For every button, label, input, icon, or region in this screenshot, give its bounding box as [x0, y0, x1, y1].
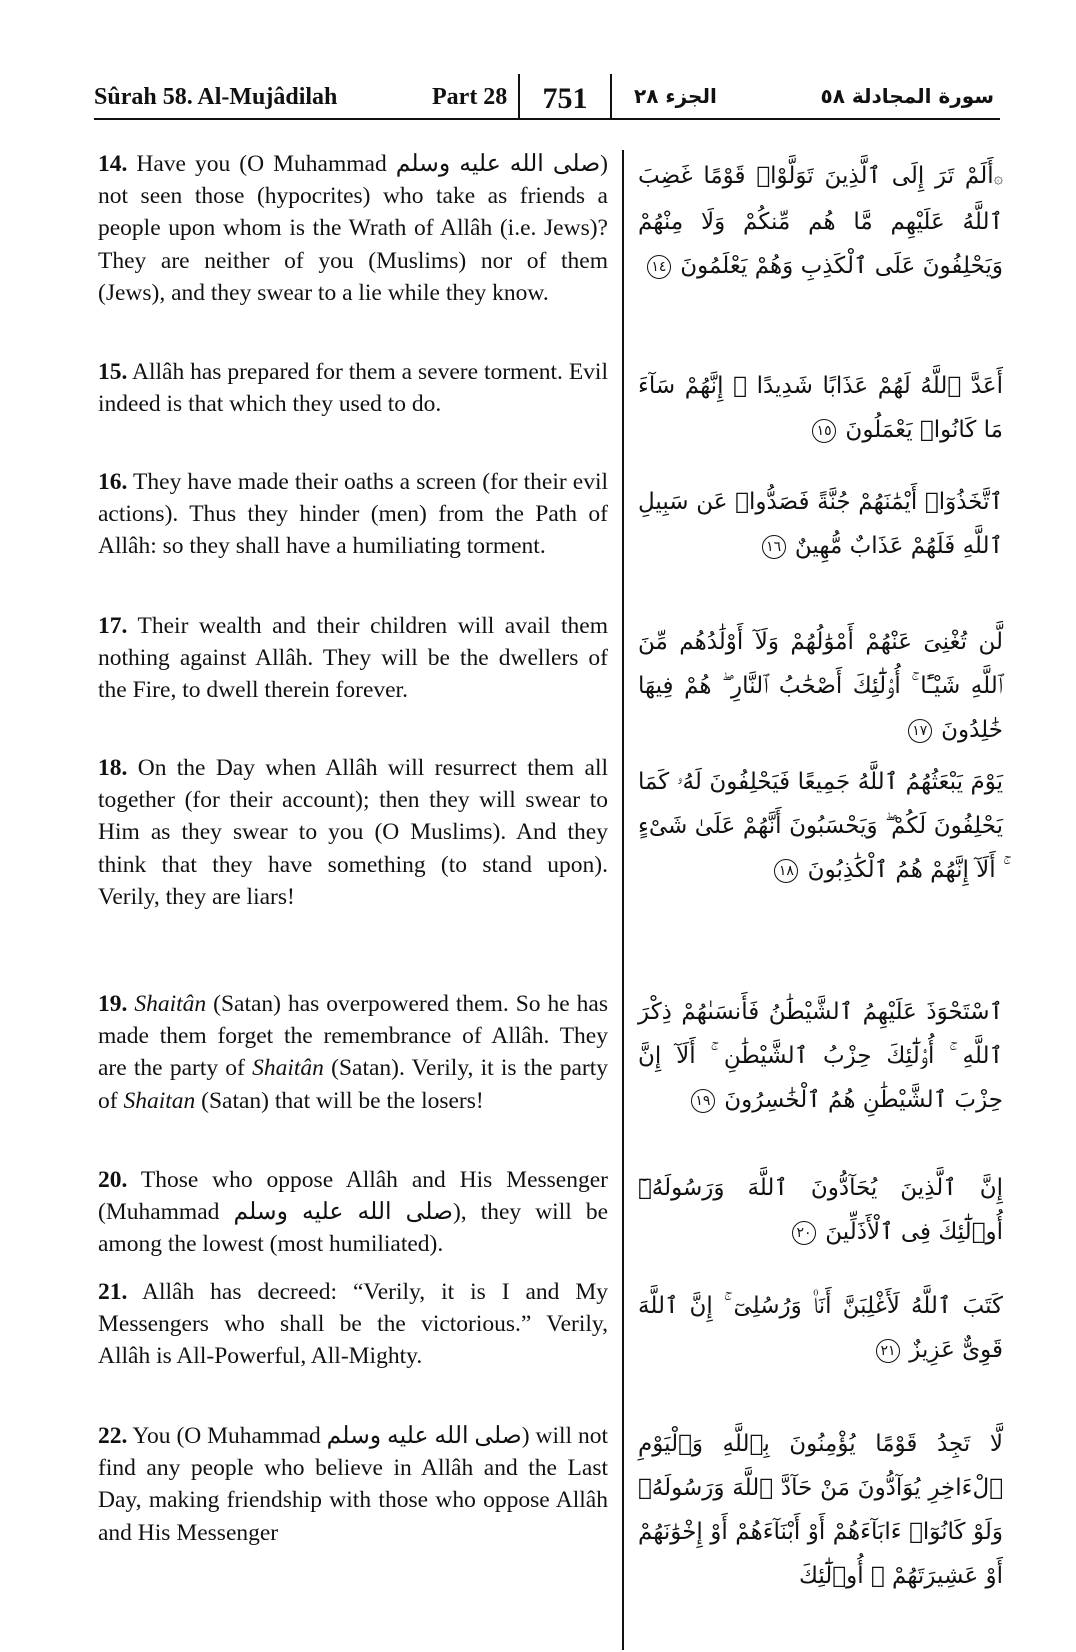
ayah-end-marker: ١٩	[691, 1089, 715, 1113]
verse-number: 21.	[98, 1279, 128, 1305]
ayah-end-marker: ١٥	[812, 419, 836, 443]
verse-22-ar: لَّا تَجِدُ قَوْمًا يُؤْمِنُونَ بِٱللَّهِ وَٱلْيَوْمِ ٱلْءَاخِرِ يُوَآدُّونَ مَنْ حَآدَّ ٱللَّهَ وَرَسُولَهُۥ وَلَوْ كَانُوٓا۟ ءَابَآءَهُمْ أَوْ أَبْنَآءَهُمْ أَوْ إِخْوَٰنَهُمْ أَوْ عَشِيرَتَهُمْ ۚ أُو۟لَٰٓئِكَ	[638, 1431, 1003, 1589]
verse-17-en: 17. Their wealth and their children will avail them nothing against Allâh. They will be the dwellers of the Fire, to dwell therein forever.	[98, 613, 608, 704]
verse-14-ar: ۞أَلَمْ تَرَ إِلَى ٱلَّذِينَ تَوَلَّوْا۟ قَوْمًا غَضِبَ ٱللَّهُ عَلَيْهِم مَّا هُم مِّنكُمْ وَلَا مِنْهُمْ وَيَحْلِفُونَ عَلَى ٱلْكَذِبِ وَهُمْ يَعْلَمُونَ ١٤	[638, 163, 1003, 279]
verse-18-en: 18. On the Day when Allâh will resurrect them all together (for their account); then they will swear to Him as they swear to you (O Muslims). And they think that they have something (to stand upon). Verily, they are liars!	[98, 755, 609, 910]
juz-label-ar: الجزء ٢٨	[634, 84, 717, 108]
verse-number: 16.	[98, 469, 128, 495]
verse-16-ar: ٱتَّخَذُوٓا۟ أَيْمَٰنَهُمْ جُنَّةً فَصَدُّوا۟ عَن سَبِيلِ ٱللَّهِ فَلَهُمْ عَذَابٌ مُّهِينٌ ١٦	[638, 489, 1003, 559]
ayah-end-marker: ١٦	[762, 535, 786, 559]
verse-number: 19.	[98, 991, 128, 1017]
surah-title-en: Sûrah 58. Al-Mujâdilah	[94, 84, 338, 110]
verse-number: 14.	[98, 151, 128, 177]
verse-18-ar: يَوْمَ يَبْعَثُهُمُ ٱللَّهُ جَمِيعًا فَيَحْلِفُونَ لَهُۥ كَمَا يَحْلِفُونَ لَكُمْ ۖ وَيَحْسَبُونَ أَنَّهُمْ عَلَىٰ شَىْءٍ ۚ أَلَآ إِنَّهُمْ هُمُ ٱلْكَٰذِبُونَ ١٨	[638, 769, 1003, 883]
verse-15-en: 15. Allâh has prepared for them a severe torment. Evil indeed is that which they used to do.	[98, 359, 608, 418]
ayah-end-marker: ١٤	[647, 255, 671, 279]
verse-number: 17.	[98, 613, 128, 639]
part-label-en: Part 28	[432, 84, 508, 110]
ayah-end-marker: ٢٠	[792, 1221, 816, 1245]
verse-21-en: 21. Allâh has decreed: “Verily, it is I and My Messengers who shall be the victorious.” Verily, Allâh is All-Powerful, All-Mighty.	[98, 1279, 608, 1370]
header-rule	[94, 118, 1000, 120]
verse-20-ar: إِنَّ ٱلَّذِينَ يُحَآدُّونَ ٱللَّهَ وَرَسُولَهُۥٓ أُو۟لَٰٓئِكَ فِى ٱلْأَذَلِّينَ ٢٠	[638, 1175, 1003, 1245]
verse-15-ar: أَعَدَّ ٱللَّهُ لَهُمْ عَذَابًا شَدِيدًا ۖ إِنَّهُمْ سَآءَ مَا كَانُوا۟ يَعْمَلُونَ ١٥	[638, 373, 1003, 443]
verse-19-ar: ٱسْتَحْوَذَ عَلَيْهِمُ ٱلشَّيْطَٰنُ فَأَنسَىٰهُمْ ذِكْرَ ٱللَّهِ ۚ أُو۟لَٰٓئِكَ حِزْبُ ٱلشَّيْطَٰنِ ۚ أَلَآ إِنَّ حِزْبَ ٱلشَّيْطَٰنِ هُمُ ٱلْخَٰسِرُونَ ١٩	[638, 999, 1003, 1113]
verse-22-en: 22. You (O Muhammad صلى الله عليه وسلم) will not find any people who believe in Allâh and the Last Day, making friendship with those who oppose Allâh and His Messenger	[98, 1423, 608, 1546]
verse-21-ar: كَتَبَ ٱللَّهُ لَأَغْلِبَنَّ أَنَا۠ وَرُسُلِىٓ ۚ إِنَّ ٱللَّهَ قَوِىٌّ عَزِيزٌ ٢١	[638, 1293, 1003, 1363]
surah-title-ar: سورة المجادلة ٥٨	[820, 84, 994, 108]
salutation-ar: صلى الله عليه وسلم	[233, 1199, 453, 1226]
verse-14-en: 14. Have you (O Muhammad صلى الله عليه وسلم) not seen those (hypocrites) who take as friends a people upon whom is the Wrath of Allâh (i.e. Jews)? They are neither of you (Muslims) nor of them (Jews), and they swear to a lie while they know.	[98, 151, 608, 306]
verse-19-en: 19. Shaitân (Satan) has overpowered them. So he has made them forget the remembrance of Allâh. They are the party of Shaitân (Satan). Verily, it is the party of Shaitan (Satan) that will be the losers!	[98, 991, 609, 1114]
ayah-end-marker: ٢١	[876, 1339, 900, 1363]
column-divider	[622, 150, 624, 1650]
verse-number: 18.	[98, 755, 128, 781]
salutation-ar: صلى الله عليه وسلم	[326, 1423, 522, 1449]
verse-16-en: 16. They have made their oaths a screen (for their evil actions). Thus they hinder (men) from the Path of Allâh: so they shall have a humiliating torment.	[98, 469, 608, 560]
verse-number: 22.	[98, 1423, 128, 1449]
verse-number: 15.	[98, 359, 128, 385]
hizb-star-icon: ۞	[993, 168, 1003, 187]
ayah-end-marker: ١٨	[774, 859, 798, 883]
verse-number: 20.	[98, 1167, 128, 1193]
verse-20-en: 20. Those who oppose Allâh and His Messenger (Muhammad صلى الله عليه وسلم), they will be among the lowest (most humiliated).	[98, 1167, 609, 1258]
ayah-end-marker: ١٧	[908, 719, 932, 743]
verse-17-ar: لَّن تُغْنِىَ عَنْهُمْ أَمْوَٰلُهُمْ وَلَآ أَوْلَٰدُهُم مِّنَ ٱللَّهِ شَيْـًٔا ۚ أُو۟لَٰٓئِكَ أَصْحَٰبُ ٱلنَّارِ ۖ هُمْ فِيهَا خَٰلِدُونَ ١٧	[638, 629, 1003, 743]
page-number: 751	[518, 74, 612, 118]
salutation-ar: صلى الله عليه وسلم	[395, 151, 601, 177]
